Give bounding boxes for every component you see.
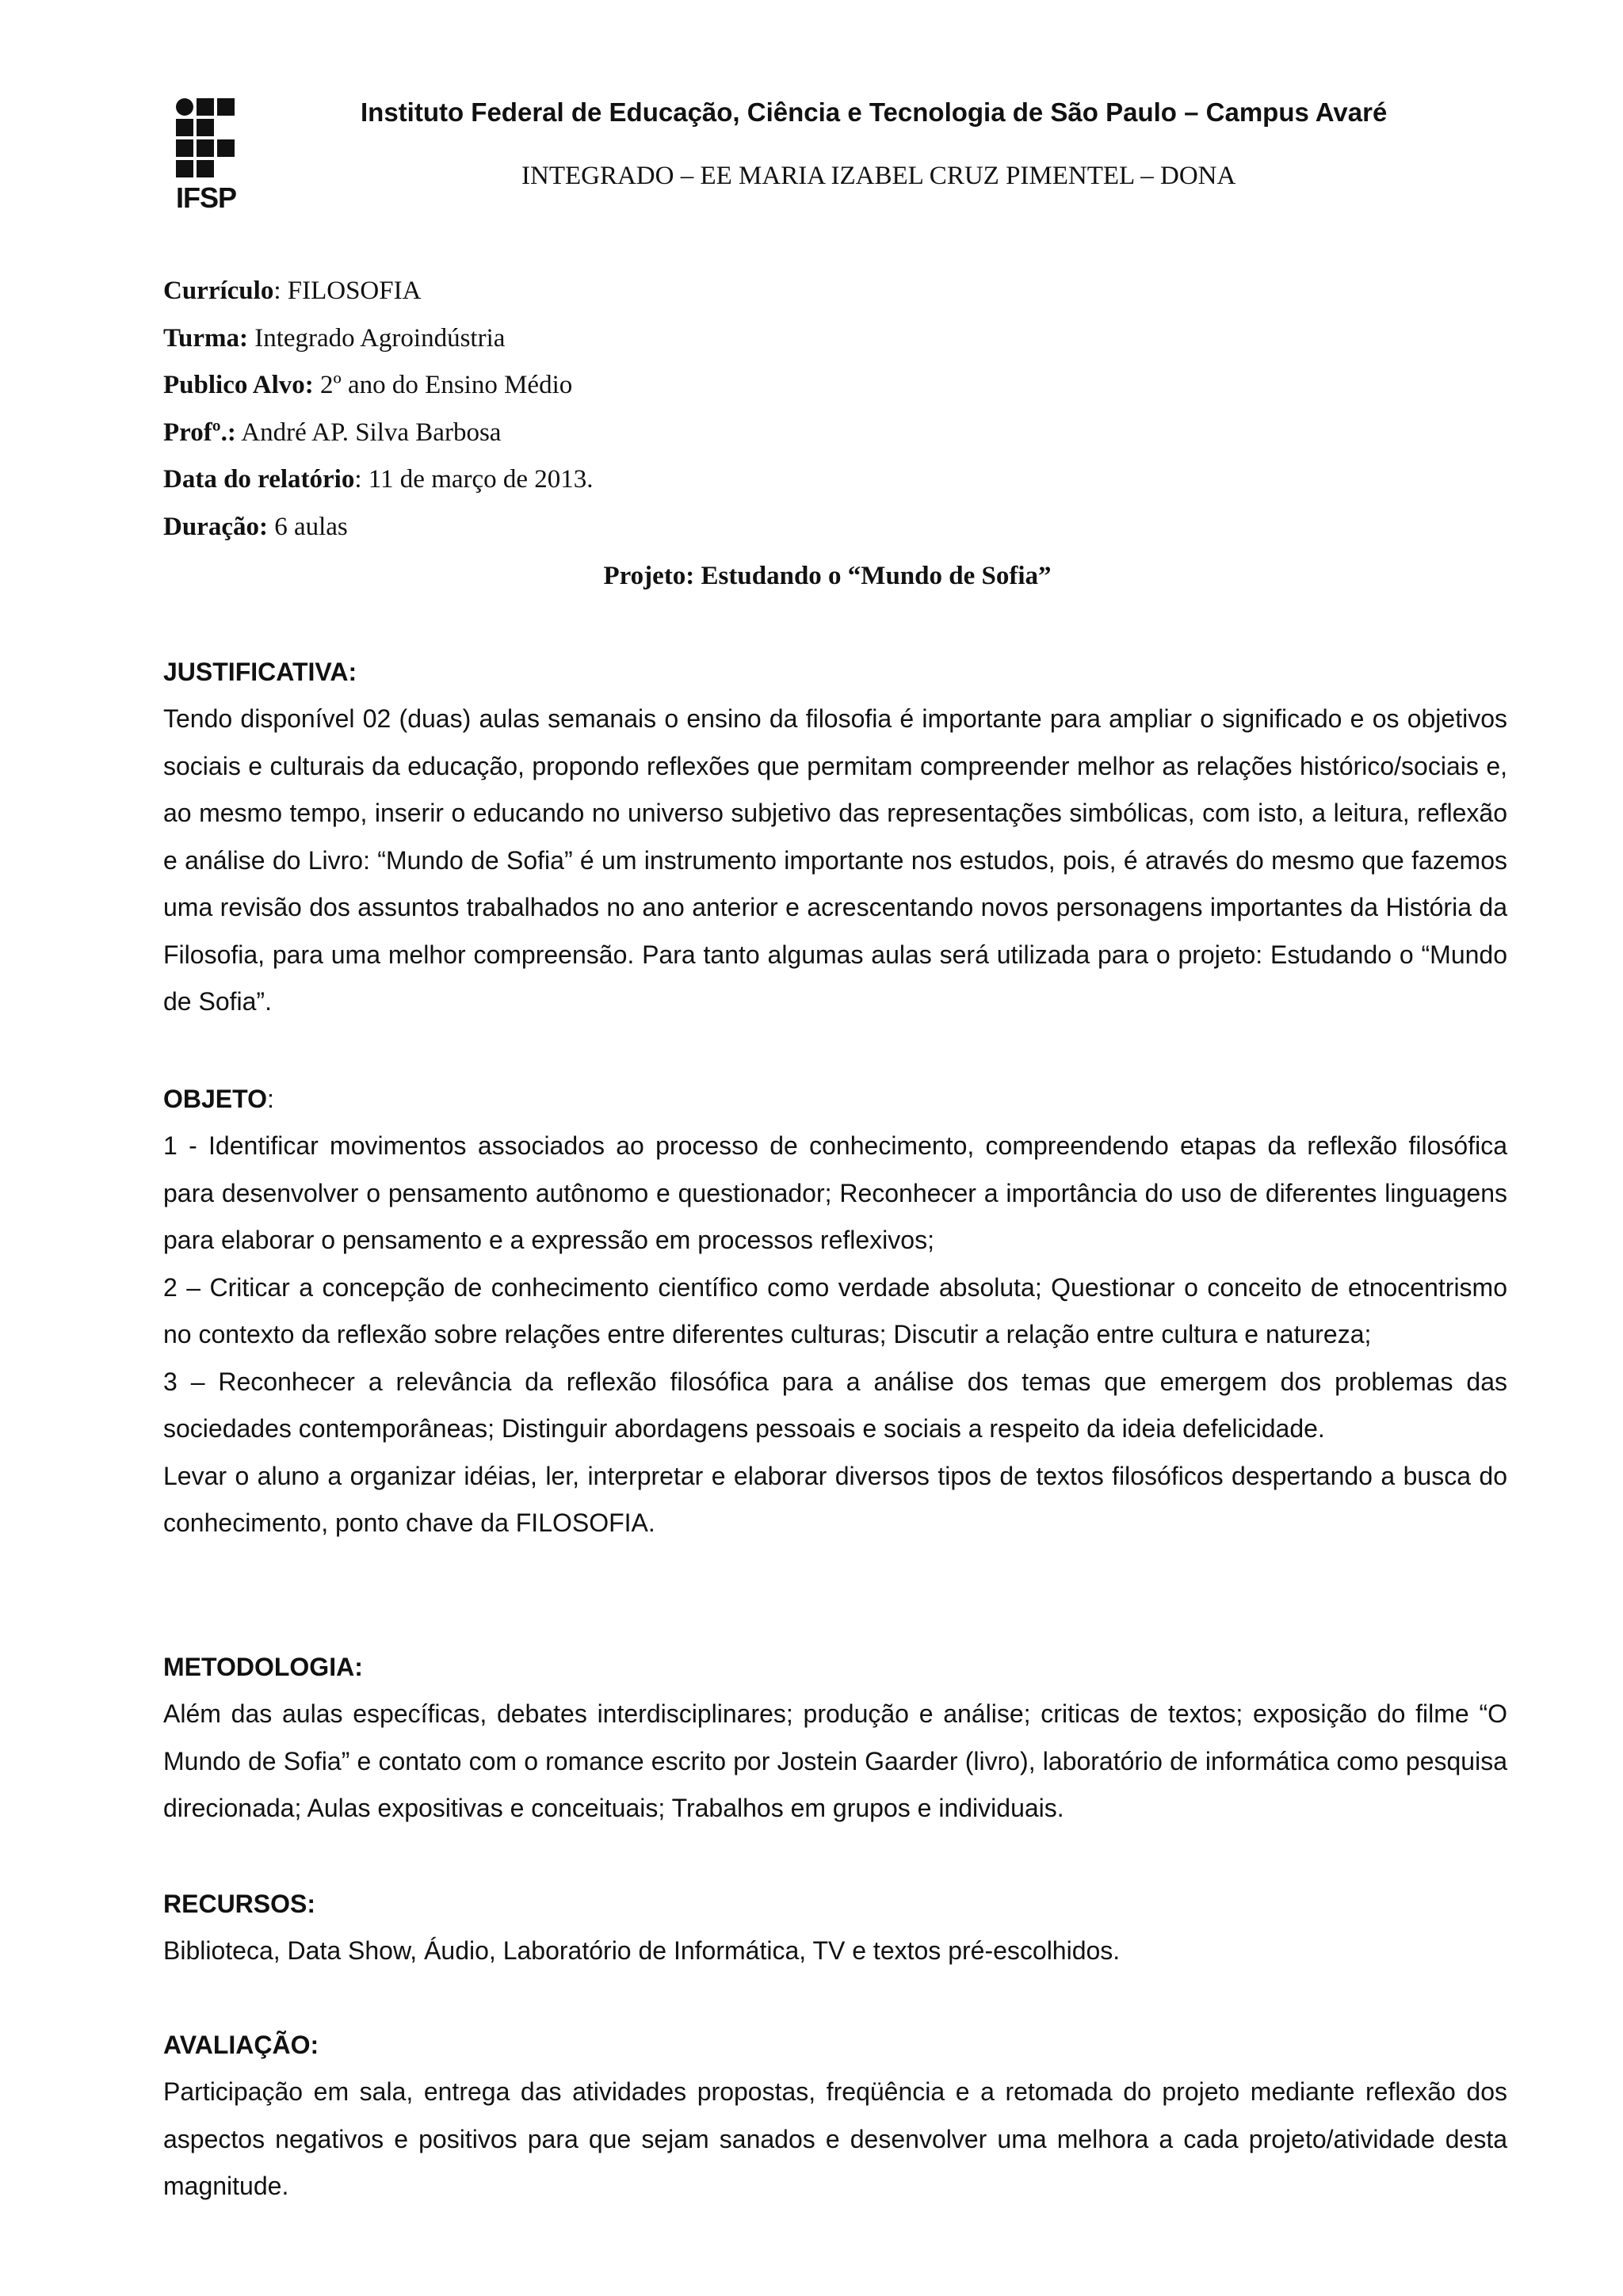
info-row: Turma: Integrado Agroindústria [163, 323, 506, 353]
ifsp-logo [176, 98, 246, 214]
logo-dot [176, 98, 193, 116]
objective-item: 3 – Reconhecer a relevância da reflexão filosófica para a análise dos temas que emergem dos problemas das sociedades contemporâneas; Distinguir abordagens pessoais e sociais a respeito da ideia defelicidade. [163, 1367, 1507, 1443]
objective-item: Levar o aluno a organizar idéias, ler, interpretar e elaborar diversos tipos de textos filosóficos despertando a busca do conhecimento, ponto chave da FILOSOFIA. [163, 1461, 1507, 1537]
section-text: Além das aulas específicas, debates interdisciplinares; produção e análise; criticas de textos; exposição do filme “O Mundo de Sofia” e contato com o romance escrito por Jostein Gaarder (livro), laboratório de informática como pesquisa direcionada; Aulas expositivas e conceituais; Trabalhos em grupos e individuais. [163, 1699, 1507, 1822]
info-row: Data do relatório: 11 de março de 2013. [163, 465, 594, 494]
section-objeto [163, 1075, 1507, 1547]
logo-wordmark: IFSP [176, 181, 237, 214]
section-heading: METODOLOGIA: [163, 1653, 363, 1681]
objective-item: 1 - Identificar movimentos associados ao processo de conhecimento, compreendendo etapas da reflexão filosófica para desenvolver o pensamento autônomo e questionador; Reconhecer a importância do uso de diferentes linguagens para elaborar o pensamento e a expressão em processos reflexivos; [163, 1131, 1507, 1254]
section-heading: JUSTIFICATIVA: [163, 658, 357, 686]
project-title: Projeto: Estudando o “Mundo de Sofia” [603, 562, 1052, 590]
section-heading: OBJETO: [163, 1085, 274, 1113]
objective-item: 2 – Criticar a concepção de conhecimento científico como verdade absoluta; Questionar o conceito de etnocentrismo no contexto da reflexão sobre relações entre diferentes culturas; Discutir a relação entre cultura e natureza; [163, 1272, 1507, 1348]
section-justificativa [163, 648, 1507, 1026]
info-row: Currículo: FILOSOFIA [163, 277, 422, 305]
section-text: Tendo disponível 02 (duas) aulas semanais o ensino da filosofia é importante para ampliar o significado e os objetivos sociais e culturais da educação, propondo reflexões que permitam compreender melhor as relações histórico/sociais e, ao mesmo tempo, inserir o educando no universo subjetivo das representações simbólicas, com isto, a leitura, reflexão e análise do Livro: “Mundo de Sofia” é um instrumento importante nos estudos, pois, é através do mesmo que fazemos uma revisão dos assuntos trabalhados no ano anterior e acrescentando novos personagens importantes da História da Filosofia, para uma melhor compreensão. Para tanto algumas aulas será utilizada para o projeto: Estudando o “Mundo de Sofia”. [163, 704, 1507, 1016]
institution-name: Instituto Federal de Educação, Ciência e Tecnologia de São Paulo – Campus Avaré [361, 97, 1388, 127]
info-row: Profº.: André AP. Silva Barbosa [163, 418, 502, 447]
section-avaliacao [163, 2021, 1507, 2210]
section-heading: RECURSOS: [163, 1890, 316, 1918]
section-text: Biblioteca, Data Show, Áudio, Laboratório de Informática, TV e textos pré-escolhidos. [163, 1936, 1121, 1965]
section-heading: AVALIAÇÃO: [163, 2031, 319, 2059]
info-row: Publico Alvo: 2º ano do Ensino Médio [163, 371, 573, 399]
section-metodologia [163, 1643, 1507, 1833]
course-info [163, 273, 1510, 556]
info-row: Duração: 6 aulas [163, 512, 348, 541]
section-recursos [163, 1880, 1507, 1975]
header-subtitle: INTEGRADO – EE MARIA IZABEL CRUZ PIMENTEL – DONA [521, 162, 1236, 190]
section-text: Participação em sala, entrega das atividades propostas, freqüência e a retomada do projeto mediante reflexão dos aspectos negativos e positivos para que sejam sanados e desenvolver uma melhora a cada projeto/atividade desta magnitude. [163, 2077, 1507, 2200]
